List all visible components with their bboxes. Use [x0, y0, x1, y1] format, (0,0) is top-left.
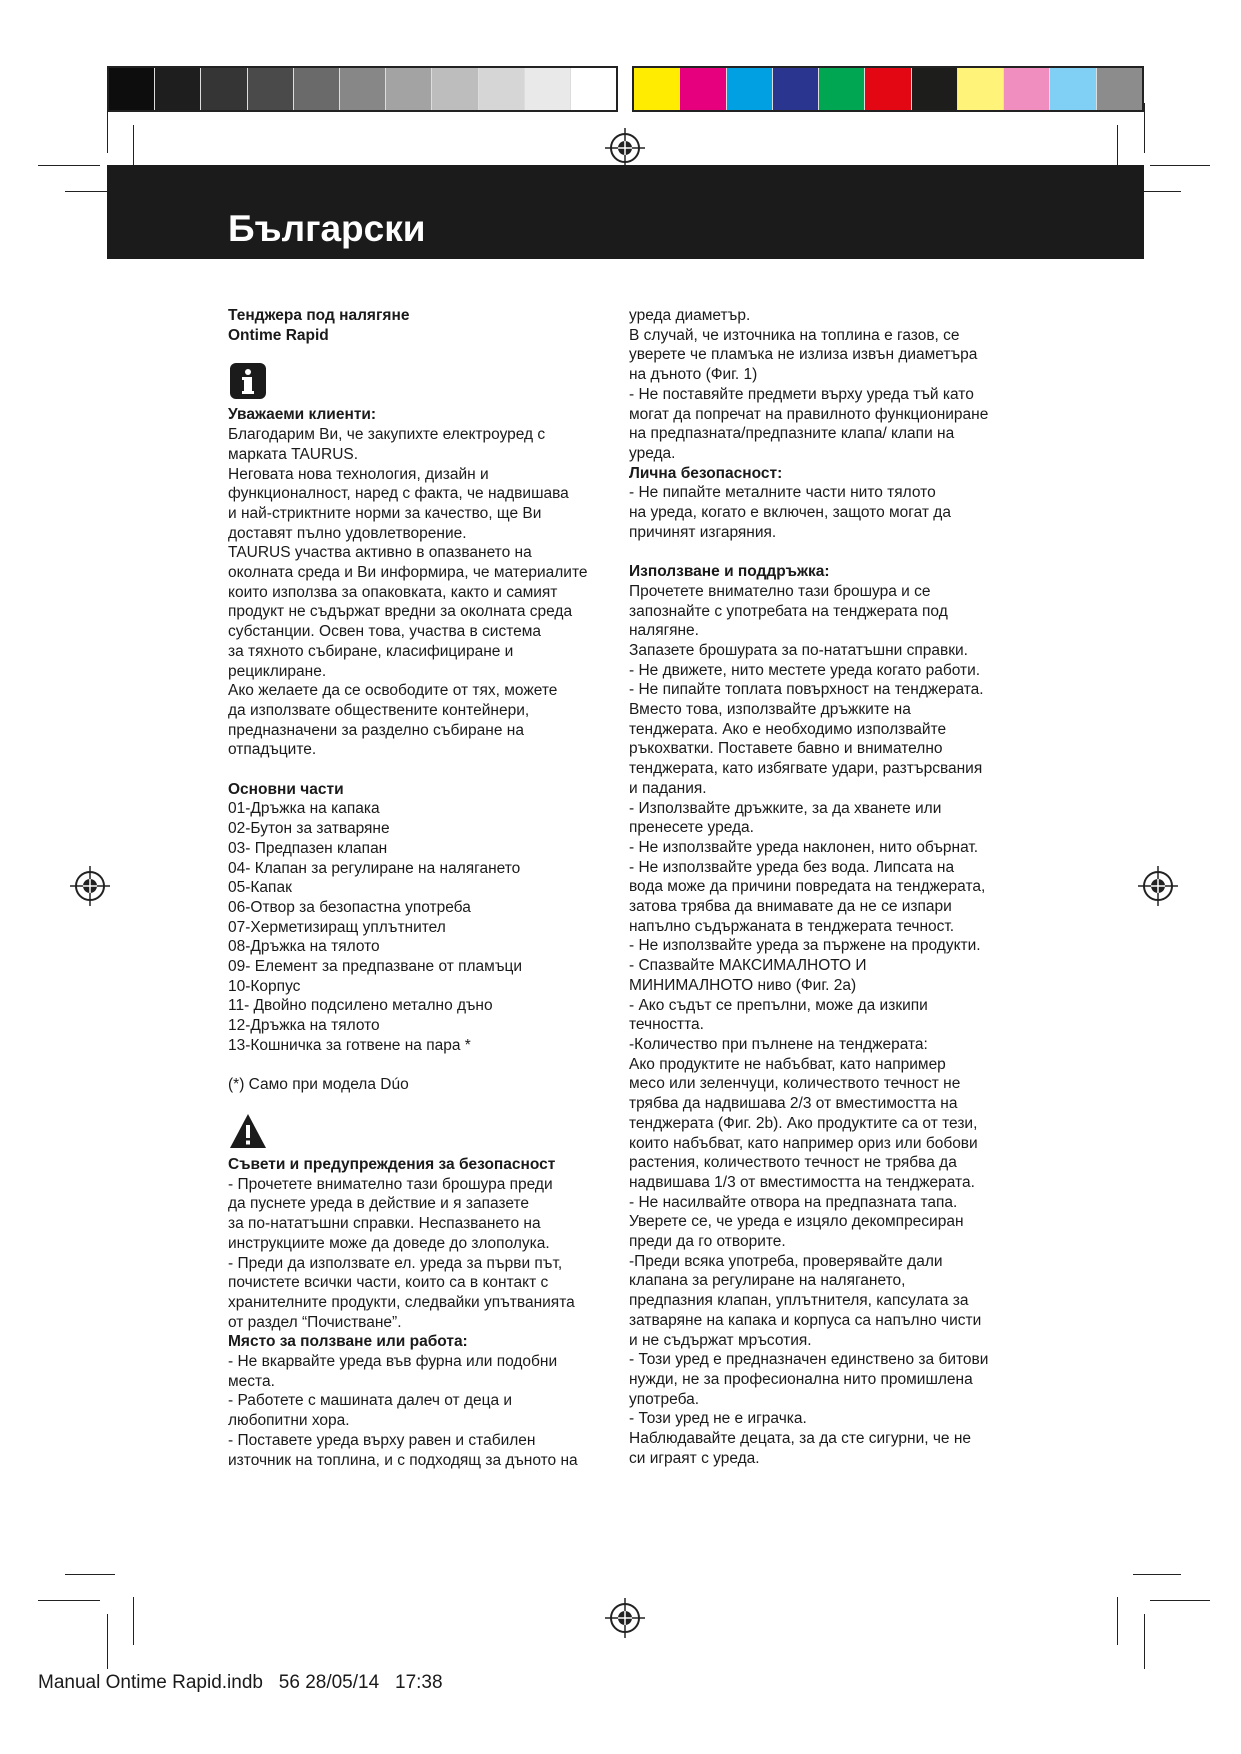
- crop-mark: [38, 1600, 100, 1601]
- grayscale-swatch: [340, 68, 386, 110]
- paragraph-gap: [629, 542, 1049, 562]
- registration-mark-icon: [1138, 866, 1178, 906]
- crop-mark: [1144, 103, 1145, 153]
- text-line: си играят с уреда.: [629, 1449, 760, 1467]
- language-header-band: [107, 165, 1144, 259]
- info-icon: [228, 361, 268, 401]
- text-line: да използвате обществените контейнери,: [228, 701, 530, 719]
- grayscale-swatch: [571, 68, 616, 110]
- color-swatch: [1050, 68, 1096, 110]
- registration-mark-icon: [605, 128, 645, 168]
- color-calibration-bar: [632, 66, 1144, 112]
- text-line: - Не движете, нито местете уреда когато работи.: [629, 661, 981, 679]
- text-line: които използва за опаковката, както и самият: [228, 583, 558, 601]
- text-line: да пуснете уреда в действие и я запазете: [228, 1195, 530, 1213]
- text-line: тенджерата. Ако е необходимо използвайте: [629, 720, 947, 738]
- color-swatch: [773, 68, 819, 110]
- text-line: на уреда, когато е включен, защото могат да: [629, 504, 951, 522]
- grayscale-swatch: [294, 68, 340, 110]
- text-line: продукт не съдържат вредни за околната среда: [228, 603, 573, 621]
- print-slug-footer: Manual Ontime Rapid.indb 56 28/05/14 17:38: [38, 1672, 443, 1693]
- text-line: пренесете уреда.: [629, 819, 754, 837]
- text-line: 02-Бутон за затваряне: [228, 820, 390, 838]
- text-line: марката TAURUS.: [228, 445, 359, 463]
- text-line: -Количество при пълнене на тенджерата:: [629, 1036, 928, 1053]
- text-line: Уверете се, че уреда е изцяло декомпресиран: [629, 1213, 964, 1231]
- text-line: предназначени за разделно събиране на: [228, 721, 524, 739]
- text-line: предпазния клапан, уплътнителя, капсулата за: [629, 1292, 969, 1310]
- section-heading: Тенджера под налягяне: [228, 307, 410, 324]
- text-line: В случай, че източника на топлина е газов, се: [629, 326, 960, 344]
- text-line: 11- Двойно подсилено метално дъно: [228, 997, 493, 1015]
- text-line: 10-Корпус: [228, 977, 301, 995]
- crop-mark: [38, 165, 100, 166]
- text-line: течността.: [629, 1016, 704, 1034]
- text-line: - Не вкарвайте уреда във фурна или подобни: [228, 1353, 558, 1371]
- text-line: - Този уред не е играчка.: [629, 1410, 807, 1428]
- text-line: 07-Херметизиращ уплътнител: [228, 918, 446, 936]
- text-line: - Не пипайте металните части нито тялото: [629, 484, 936, 502]
- text-line: - Използвайте дръжките, за да хванете или: [629, 799, 942, 817]
- text-line: доставят пълно удовлетворение.: [228, 524, 467, 542]
- text-line: Неговата нова технология, дизайн и: [228, 465, 489, 483]
- text-line: 08-Дръжка на тялото: [228, 938, 380, 956]
- registration-mark-icon: [70, 866, 110, 906]
- color-swatch: [634, 68, 680, 110]
- text-line: Запазете брошурата за по-нататъшни справки.: [629, 641, 968, 659]
- text-line: Ако продуктите не набъбват, като например: [629, 1055, 946, 1073]
- text-line: - Не насилвайте отвора на предпазната тапа.: [629, 1193, 958, 1211]
- crop-mark: [1133, 1574, 1181, 1575]
- text-line: употреба.: [629, 1390, 700, 1408]
- crop-mark: [107, 103, 108, 153]
- text-line: затова трябва да внимавате да не се изпари: [629, 898, 952, 916]
- text-line: на дъното (Фиг. 1): [629, 366, 758, 384]
- crop-mark: [107, 1614, 108, 1669]
- color-swatch: [958, 68, 1004, 110]
- text-line: - Поставете уреда върху равен и стабилен: [228, 1431, 536, 1449]
- text-line: причинят изгаряния.: [629, 523, 777, 541]
- grayscale-calibration-bar: [107, 66, 618, 112]
- text-line: 06-Отвор за безопастна употреба: [228, 898, 471, 916]
- text-line: и не съдържат мръсотия.: [629, 1331, 812, 1349]
- text-line: 04- Клапан за регулиране на налягането: [228, 859, 521, 877]
- text-line: Прочетете внимателно тази брошура и се: [629, 582, 931, 600]
- text-line: субстанции. Освен това, участва в система: [228, 623, 542, 641]
- text-line: - Не използвайте уреда без вода. Липсата на: [629, 858, 955, 876]
- crop-mark: [133, 1597, 134, 1645]
- text-line: и падания.: [629, 779, 707, 797]
- text-line: 01-Дръжка на капака: [228, 800, 380, 818]
- text-line: източник на топлина, и с подходящ за дъното на: [228, 1451, 578, 1469]
- text-line: 05-Капак: [228, 879, 292, 897]
- text-line: Ако желаете да се освободите от тях, можете: [228, 682, 558, 700]
- text-line: -Преди всяка употреба, проверявайте дали: [629, 1252, 943, 1270]
- text-line: уреда.: [629, 444, 676, 462]
- text-line: околната среда и Ви информира, че материалите: [228, 564, 588, 582]
- color-swatch: [680, 68, 726, 110]
- text-line: инструкциите може да доведе до злополука.: [228, 1234, 550, 1252]
- grayscale-swatch: [432, 68, 478, 110]
- text-line: 12-Дръжка на тялото: [228, 1017, 380, 1035]
- text-line: уверете че пламъка не излиза извън диаметъра: [629, 346, 978, 364]
- text-line: уреда диаметър.: [629, 307, 751, 324]
- paragraph-gap: [228, 1056, 628, 1076]
- paragraph-gap: [228, 760, 628, 780]
- text-line: 03- Предпазен клапан: [228, 839, 388, 857]
- crop-mark: [1144, 1614, 1145, 1669]
- text-line: могат да попречат на правилното функциониране: [629, 405, 989, 423]
- text-line: които набъбват, като например ориз или бобови: [629, 1134, 978, 1152]
- text-line: - Не поставяйте предмети върху уреда тъй като: [629, 385, 974, 403]
- text-line: - Прочетете внимателно тази брошура преди: [228, 1175, 553, 1193]
- text-line: хранителните продукти, следвайки упътванията: [228, 1293, 575, 1311]
- text-line: любопитни хора.: [228, 1412, 350, 1430]
- text-line: преди да го отворите.: [629, 1233, 786, 1251]
- text-line: на предпазната/предпазните клапа/ клапи на: [629, 425, 955, 443]
- grayscale-swatch: [479, 68, 525, 110]
- text-line: месо или зеленчуци, количеството течност не: [629, 1075, 961, 1093]
- grayscale-swatch: [155, 68, 201, 110]
- text-line: 09- Елемент за предпазване от пламъци: [228, 958, 523, 976]
- text-line: тенджерата (Фиг. 2b). Ако продуктите са от тези,: [629, 1114, 978, 1132]
- right-text-column: [629, 306, 1049, 1468]
- color-swatch: [819, 68, 865, 110]
- text-line: TAURUS участва активно в опазването на: [228, 544, 532, 562]
- text-line: рециклиране.: [228, 662, 327, 680]
- section-heading: Основни части: [228, 780, 344, 798]
- section-heading: Уважаеми клиенти:: [228, 406, 377, 424]
- text-line: ръкохватки. Поставете бавно и внимателно: [629, 740, 943, 758]
- color-swatch: [1097, 68, 1142, 110]
- text-line: и най-стриктните норми за качество, ще Ви: [228, 504, 542, 522]
- text-line: - Спазвайте МАКСИМАЛНОТО И: [629, 957, 867, 975]
- grayscale-swatch: [109, 68, 155, 110]
- text-line: напълно съдържаната в тенджерата течност.: [629, 917, 955, 935]
- text-line: - Не използвайте уреда за пържене на продукти.: [629, 937, 981, 955]
- text-line: места.: [228, 1372, 275, 1390]
- text-line: за по-нататъшни справки. Неспазването на: [228, 1215, 541, 1233]
- color-swatch: [865, 68, 911, 110]
- text-line: надвишава 1/3 от вместимостта на тенджерата.: [629, 1173, 975, 1191]
- text-line: МИНИМАЛНОТО ниво (Фиг. 2a): [629, 976, 857, 994]
- crop-mark: [1117, 1597, 1118, 1645]
- color-swatch: [1004, 68, 1050, 110]
- text-line: трябва да надвишава 2/3 от вместимостта на: [629, 1095, 958, 1113]
- color-swatch: [912, 68, 958, 110]
- text-line: клапана за регулиране на налягането,: [629, 1272, 906, 1290]
- text-line: за тяхното събиране, класифициране и: [228, 642, 514, 660]
- left-text-column: [228, 306, 628, 1470]
- text-line: - Ако съдът се препълни, може да изкипи: [629, 996, 928, 1014]
- section-heading: Ontime Rapid: [228, 326, 329, 344]
- section-heading: Лична безопасност:: [629, 464, 783, 482]
- text-line: - Не използвайте уреда наклонен, нито обърнат.: [629, 838, 979, 856]
- text-line: 13-Кошничка за готвене на пара *: [228, 1036, 471, 1054]
- text-line: Вместо това, използвайте дръжките на: [629, 701, 911, 719]
- text-line: от раздел “Почистване”.: [228, 1313, 402, 1331]
- text-line: - Не пипайте топлата повърхност на тенджерата.: [629, 681, 984, 699]
- section-heading: Място за ползване или работа:: [228, 1333, 468, 1351]
- text-line: затваряне на капака и корпуса са напълно чисти: [629, 1311, 982, 1329]
- text-line: запознайте с употребата на тенджерата под: [629, 602, 948, 620]
- grayscale-swatch: [248, 68, 294, 110]
- crop-mark: [65, 1574, 115, 1575]
- section-heading: Съвети и предупреждения за безопасност: [228, 1155, 556, 1173]
- grayscale-swatch: [201, 68, 247, 110]
- text-line: функционалност, наред с факта, че надвишава: [228, 485, 569, 503]
- text-line: Благодарим Ви, че закупихте електроуред с: [228, 426, 546, 444]
- text-line: тенджерата, като избягвате удари, разтърсвания: [629, 760, 983, 778]
- grayscale-swatch: [525, 68, 571, 110]
- text-line: - Работете с машината далеч от деца и: [228, 1392, 513, 1410]
- section-heading: Използване и поддръжка:: [629, 563, 830, 581]
- color-swatch: [727, 68, 773, 110]
- text-line: растения, количеството течност не трябва да: [629, 1154, 957, 1172]
- text-line: (*) Само при модела Dúo: [228, 1076, 409, 1094]
- crop-mark: [1150, 165, 1210, 166]
- crop-mark: [1150, 1600, 1210, 1601]
- text-line: Наблюдавайте децата, за да сте сигурни, че не: [629, 1430, 972, 1448]
- grayscale-swatch: [386, 68, 432, 110]
- text-line: отпадъците.: [228, 741, 317, 759]
- page-title: Български: [228, 208, 426, 249]
- text-line: вода може да причини повредата на тенджерата,: [629, 878, 986, 896]
- text-line: почистете всички части, които са в контакт с: [228, 1274, 549, 1292]
- warning-icon: [228, 1111, 268, 1151]
- text-line: налягяне.: [629, 622, 699, 640]
- registration-mark-icon: [605, 1598, 645, 1638]
- text-line: - Преди да използвате ел. уреда за първи път,: [228, 1254, 563, 1272]
- text-line: - Този уред е предназначен единствено за битови: [629, 1351, 989, 1369]
- text-line: нужди, не за професионална нито промишлена: [629, 1370, 973, 1388]
